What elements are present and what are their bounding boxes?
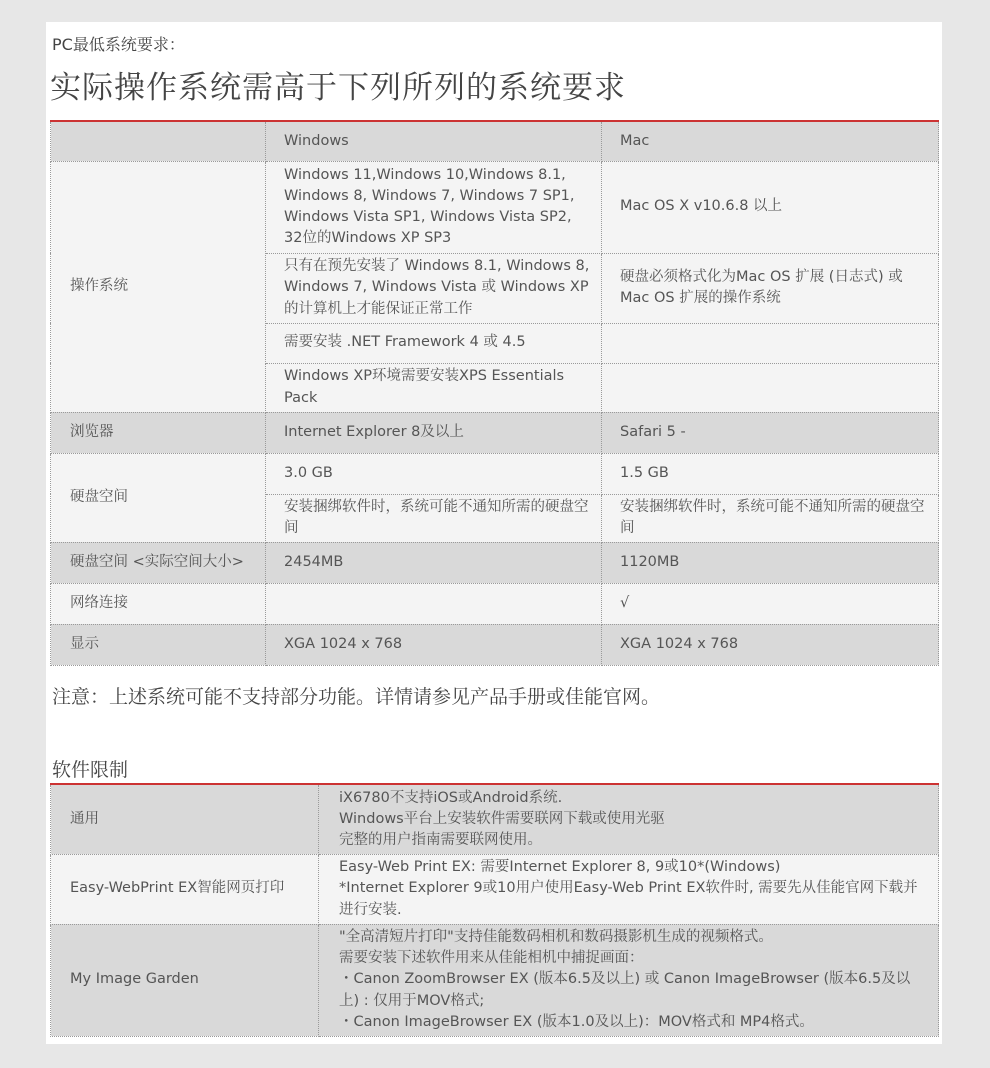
os-mac-disk-format: 硬盘必须格式化为Mac OS 扩展 (日志式) 或 Mac OS 扩展的操作系统 [602,253,939,323]
disk-windows-size: 3.0 GB [266,453,602,494]
disk-mac-size: 1.5 GB [602,453,939,494]
text-line: Easy-Web Print EX: 需要Internet Explorer 8, 9或10*(Windows) [339,859,781,876]
network-mac: √ [602,583,939,624]
os-windows-dotnet: 需要安装 .NET Framework 4 或 4.5 [266,323,602,363]
software-section-title: 软件限制 [52,759,129,781]
software-general-label: 通用 [51,784,319,854]
os-windows-xps: Windows XP环境需要安装XPS Essentials Pack [266,363,602,412]
disk-mac-note: 安装捆绑软件时，系统可能不通知所需的硬盘空间 [602,494,939,542]
os-mac-empty-2 [602,363,939,412]
text-line: ・Canon ImageBrowser EX (版本1.0及以上)：MOV格式和 MP4格式。 [339,1013,814,1030]
software-general-text [319,784,939,854]
disk-label: 硬盘空间 [51,453,266,542]
table-row [51,854,939,924]
browser-windows: Internet Explorer 8及以上 [266,412,602,453]
page-title: 实际操作系统需高于下列所列的系统要求 [50,70,626,106]
display-mac: XGA 1024 x 768 [602,624,939,665]
os-mac-empty [602,323,939,363]
text-line: iX6780不支持iOS或Android系统. [339,789,563,806]
table-row [51,412,939,453]
header-windows: Windows [266,121,602,161]
table-row [51,624,939,665]
os-label: 操作系统 [51,161,266,412]
text-line: 完整的用户指南需要联网使用。 [339,831,542,848]
page-subtitle: PC最低系统要求： [52,35,185,54]
os-mac-versions: Mac OS X v10.6.8 以上 [602,161,939,253]
display-windows: XGA 1024 x 768 [266,624,602,665]
browser-mac: Safari 5 - [602,412,939,453]
os-windows-guarantee: 只有在预先安装了 Windows 8.1, Windows 8, Windows 7, Windows Vista 或 Windows XP 的计算机上才能保证正常工作 [266,253,602,323]
disk-actual-windows: 2454MB [266,542,602,583]
disk-actual-mac: 1120MB [602,542,939,583]
table-row [51,453,939,494]
browser-label: 浏览器 [51,412,266,453]
table-row [51,784,939,854]
header-mac: Mac [602,121,939,161]
table-row [51,161,939,253]
software-mig-label: My Image Garden [51,924,319,1036]
text-line: "全高清短片打印"支持佳能数码相机和数码摄影机生成的视频格式。 [339,929,773,946]
table-row [51,542,939,583]
os-windows-versions: Windows 11,Windows 10,Windows 8.1, Windows 8, Windows 7, Windows 7 SP1, Windows Vista SP1, Windows Vista SP2, 32位的Windows XP SP3 [266,161,602,253]
software-webprint-label: Easy-WebPrint EX智能网页打印 [51,854,319,924]
table-header-row [51,121,939,161]
requirements-table [50,120,939,666]
disk-windows-note: 安装捆绑软件时，系统可能不通知所需的硬盘空间 [266,494,602,542]
display-label: 显示 [51,624,266,665]
text-line: 需要安装下述软件用来从佳能相机中捕捉画面： [339,950,644,967]
table-row [51,583,939,624]
disk-actual-label: 硬盘空间 <实际空间大小> [51,542,266,583]
content-card [46,22,942,1044]
network-windows [266,583,602,624]
software-mig-text [319,924,939,1036]
software-webprint-text [319,854,939,924]
text-line: *Internet Explorer 9或10用户使用Easy-Web Print EX软件时, 需要先从佳能官网下载并进行安装. [339,880,918,918]
compatibility-note: 注意：上述系统可能不支持部分功能。详情请参见产品手册或佳能官网。 [52,686,661,708]
text-line: Windows平台上安装软件需要联网下载或使用光驱 [339,810,665,827]
table-row [51,924,939,1036]
software-table [50,783,939,1037]
header-blank-cell [51,121,266,161]
text-line: ・Canon ZoomBrowser EX (版本6.5及以上) 或 Canon ImageBrowser (版本6.5及以上) : 仅用于MOV格式; [339,971,911,1009]
network-label: 网络连接 [51,583,266,624]
